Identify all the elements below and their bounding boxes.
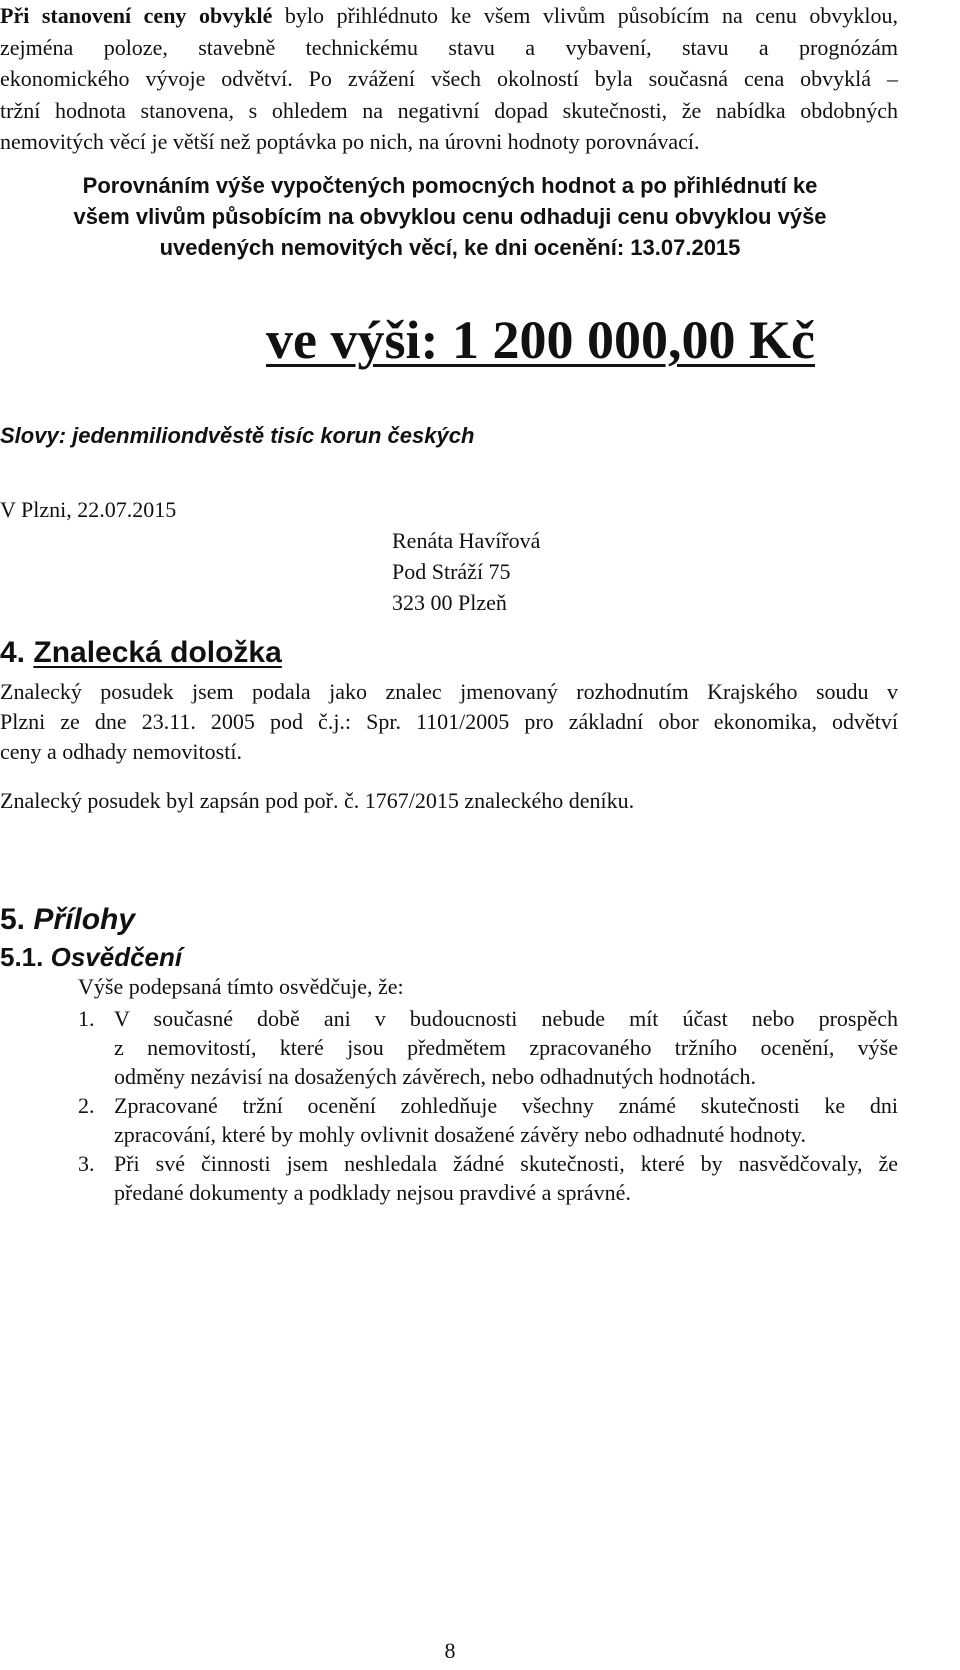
subsection-5-1-heading: [0, 942, 182, 973]
list-item-line: V současné době ani v budoucnosti nebude mít účast nebo prospěch: [114, 1006, 898, 1031]
summary-line-1: Porovnáním výše vypočtených pomocných hodnot a po přihlédnutí ke: [82, 173, 818, 198]
certification-intro: Výše podepsaná tímto osvědčuje, že:: [78, 974, 404, 999]
signatory-address: [392, 525, 540, 618]
clause-line-1: Znalecký posudek jsem podala jako znalec jmenovaný rozhodnutím Krajského soudu v: [0, 679, 898, 704]
opening-paragraph: [0, 0, 898, 158]
opening-line-3: ekonomického vývoje odvětví. Po zvážení všech okolností byla současná cena obvyklá –: [0, 66, 898, 91]
signatory-name: Renáta Havířová: [392, 528, 541, 553]
registry-line: Znalecký posudek byl zapsán pod poř. č. 1767/2015 znaleckého deníku.: [0, 788, 635, 813]
valuation-amount: ve výši: 1 200 000,00 Kč: [266, 310, 815, 370]
list-item-line: předané dokumenty a podklady nejsou pravdivé a správné.: [114, 1180, 631, 1205]
summary-line-2: všem vlivům působícím na obvyklou cenu odhaduji cenu obvyklou výše: [73, 204, 827, 229]
clause-paragraph: [0, 677, 898, 767]
page-number: 8: [444, 1638, 456, 1663]
signatory-city: 323 00 Plzeň: [392, 590, 507, 615]
list-item: [78, 1091, 898, 1149]
list-item-line: Při své činnosti jsem neshledala žádné skutečnosti, které by nasvědčovaly, že: [114, 1151, 898, 1176]
signatory-street: Pod Stráží 75: [392, 559, 511, 584]
list-item-line: odměny nezávisí na dosažených závěrech, nebo odhadnutých hodnotách.: [114, 1064, 757, 1089]
list-item-number: 3.: [78, 1151, 95, 1176]
subsection-5-1-title: Osvědčení: [50, 942, 183, 972]
list-item-line: z nemovitostí, které jsou předmětem zpracovaného tržního ocenění, výše: [114, 1035, 898, 1060]
section-5-title: Přílohy: [33, 903, 136, 936]
list-item: [78, 1004, 898, 1091]
section-4-number: 4.: [0, 636, 26, 669]
amount-in-words: Slovy: jedenmiliondvěstě tisíc korun českých: [0, 423, 475, 448]
list-item: [78, 1149, 898, 1207]
section-4-heading: [0, 636, 282, 670]
list-item-number: 2.: [78, 1093, 95, 1118]
section-5-number: 5.: [0, 903, 26, 936]
opening-line-2: zejména poloze, stavebně technickému stavu a vybavení, stavu a prognózám: [0, 34, 898, 60]
list-item-line: zpracování, které by mohly ovlivnit dosažené závěry nebo odhadnuté hodnoty.: [114, 1122, 806, 1147]
clause-line-3: ceny a odhady nemovitostí.: [0, 739, 242, 764]
section-5-heading: [0, 903, 135, 937]
section-4-title: Znalecká doložka: [33, 636, 282, 669]
subsection-5-1-number: 5.1.: [0, 942, 44, 972]
list-item-line: Zpracované tržní ocenění zohledňuje všechny známé skutečnosti ke dni: [114, 1093, 898, 1118]
opening-line-1: Při stanovení ceny obvyklé bylo přihlédnuto ke všem vlivům působícím na cenu obvyklou,: [0, 3, 898, 28]
opening-line-4: tržní hodnota stanovena, s ohledem na negativní dopad skutečnosti, že nabídka obdobných: [0, 97, 898, 123]
list-item-number: 1.: [78, 1006, 95, 1031]
opening-bold-lead: Při stanovení ceny obvyklé: [0, 3, 273, 28]
clause-line-2: Plzni ze dne 23.11. 2005 pod č.j.: Spr. 1101/2005 pro základní obor ekonomika, odvětví: [0, 709, 898, 734]
opening-line-5: nemovitých věcí je větší než poptávka po nich, na úrovni hodnoty porovnávací.: [0, 129, 700, 154]
summary-line-3: uvedených nemovitých věcí, ke dni ocenění: 13.07.2015: [159, 235, 741, 260]
place-date: V Plzni, 22.07.2015: [0, 497, 177, 522]
certification-list: [78, 1004, 898, 1207]
valuation-summary: [60, 170, 840, 263]
